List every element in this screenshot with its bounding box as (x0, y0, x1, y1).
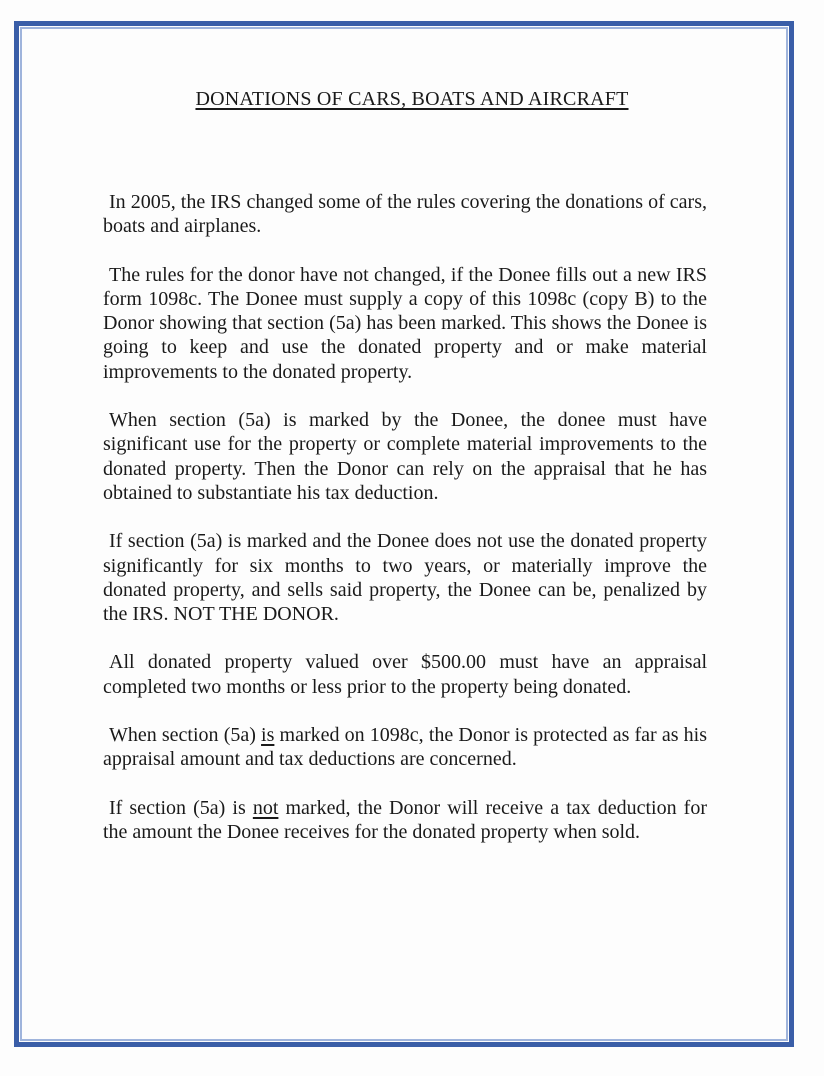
paragraph-2: The rules for the donor have not changed, if the Donee fills out a new IRS form 1098c. The Donee must supply a copy of this 1098c (copy B) to the Donor showing that section (5a) has been marked. This shows the Donee is going to keep and use the donated property and or make material improvements to the donated property. (103, 263, 707, 383)
paragraph-7 (103, 796, 707, 845)
document-body (103, 190, 707, 868)
paragraph-7-before: If section (5a) is (109, 796, 253, 819)
paragraph-1: In 2005, the IRS changed some of the rules covering the donations of cars, boats and airplanes. (103, 191, 707, 238)
paragraph-4: If section (5a) is marked and the Donee does not use the donated property significantly for six months to two years, or materially improve the donated property, and sells said property, the Donee can be, penalized by the IRS. NOT THE DONOR. (103, 530, 707, 626)
paragraph-6-before: When section (5a) (109, 724, 262, 747)
paragraph-5: All donated property valued over $500.00 must have an appraisal completed two months or less prior to the property being donated. (103, 651, 707, 698)
paragraph-3: When section (5a) is marked by the Donee, the donee must have significant use for the property or complete material improvements to the donated property. Then the Donor can rely on the appraisal that he has obtained to substantiate his tax deduction. (103, 409, 707, 504)
paragraph-7-after: marked, the Donor will receive a tax deduction for the amount the Donee receives for the donated property when sold. (103, 796, 707, 843)
paragraph-6-underlined: is (261, 724, 275, 747)
paragraph-6-after: marked on 1098c, the Donor is protected as far as his appraisal amount and tax deductions are concerned. (103, 724, 707, 771)
paragraph-7-underlined: not (252, 796, 279, 819)
paragraph-6 (103, 723, 707, 772)
document-title: DONATIONS OF CARS, BOATS AND AIRCRAFT (195, 88, 629, 110)
